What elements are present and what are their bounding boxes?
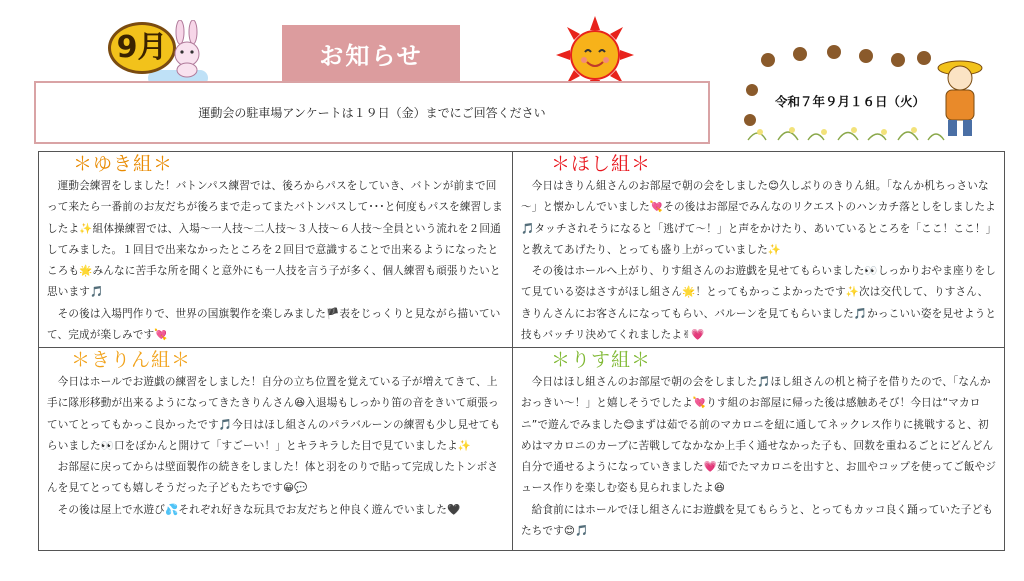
class-title-hoshi: ＊ほし組＊ <box>551 153 652 175</box>
class-yuki-paragraph: その後は入場門作りで、世界の国旗製作を楽しみました🏴表をじっくりと見ながら描いていて、完成が楽しみです💘 <box>47 307 501 342</box>
class-risu-paragraph: 今日はほし組さんのお部屋で朝の会をしました🎵ほし組さんの机と椅子を借りたので、「なんかおっきい～！」と嬉しそうでしたよ💘りす組のお部屋に帰った後は感触あそび！今日は“マカロニ”で遊んでみました😊まずは茹でる前のマカロニを紐に通してネックレス作りに挑戦すると、初めはマカロニのカーブに苦戦してなかなか上手く通せなかった子も、回数を重ねるごとにどんどん自分で通せるようになっていきました💗茹でたマカロニを出すと、お皿やコップを使ってご飯やジュース作りを楽しむ姿も見られましたよ😆 <box>521 376 997 495</box>
class-yuki-paragraph: 運動会練習をしました！バトンパス練習では、後ろからパスをしていき、バトンが前まで回って来たら一番前のお友だちが後ろまで走ってまたバトンパスして･･･と何度もパスを練習しましたよ✨組体操練習では、入場～一人技～二人技～３人技～６人技～全員という流れを２回通してみました。１回目で出来なかったところを２回目で意識することで出来るようになったところも🌟みんなに苦手な所を聞くと意外にも一人技を言う子が多く、個人練習も頑張りたいと思います🎵 <box>47 180 503 299</box>
class-risu <box>513 348 1004 550</box>
page-title: お知らせ <box>282 25 460 82</box>
september-logo <box>108 18 218 88</box>
date-label: 令和７年９月１６日（火） <box>775 94 926 109</box>
class-kirin-paragraph: お部屋に戻ってからは壁面製作の続きをしました！体と羽をのりで貼って完成したトンボさんを見てとっても嬉しそうだった子どもたちです😀💬 <box>47 461 499 495</box>
class-title-yuki: ＊ゆき組＊ <box>73 153 174 175</box>
class-kirin-paragraph: 今日はホールでお遊戯の練習をしました！自分の立ち位置を覚えている子が増えてきて、上手に隊形移動が出来るようになってきたきりんさん😆入退場もしっかり笛の音をきいて頑張っていてとってもかっこ良かったです🎵今日はほし組さんのパラバルーンの練習も少し見せてもらいました👀口をぽかんと開けて「すごーい！」とキラキラした目で見ていましたよ✨ <box>47 376 501 452</box>
notice-box <box>34 81 710 144</box>
class-title-kirin: ＊きりん組＊ <box>71 349 192 371</box>
class-hoshi <box>513 152 1004 347</box>
bunny-icon <box>166 20 208 80</box>
notice-text: 運動会の駐車場アンケートは１９日（金）までにご回答ください <box>198 106 546 120</box>
class-hoshi-paragraph: 今日はきりん組さんのお部屋で朝の会をしました😊久しぶりのきりん組。「なんか机ちっさいな～」と懐かしんでいました💘その後はお部屋でみんなのリクエストのハンカチ落としをしましたよ🎵タッチされそうになると「逃げて～！」と声をかけたり、あいているところを「ここ！ここ！」と教えてあげたり、とっても盛り上がっていました✨ <box>521 180 997 256</box>
month-badge-text: 9月 <box>116 30 168 65</box>
class-hoshi-paragraph: その後はホールへ上がり、りす組さんのお遊戯を見せてもらいました👀しっかりおやま座りをして見ている姿はさすがほし組さん🌟！とってもかっこよかったです✨次は交代して、りすさん、きりんさんにお客さんになってもらい、バルーンを見てもらいました🎵かっこいい姿を見せようと技もバッチリ決めてくれましたよ✌💗 <box>521 265 997 342</box>
class-risu-paragraph: 給食前にはホールでほし組さんにお遊戯を見てもらうと、とってもカッコ良く踊っていた子どもたちです😊🎵 <box>521 503 994 538</box>
class-kirin <box>39 348 512 550</box>
class-kirin-paragraph: その後は屋上で水遊び💦それぞれ好きな玩具でお友だちと仲良く遊んでいました🖤 <box>57 503 461 516</box>
class-title-risu: ＊りす組＊ <box>551 349 652 371</box>
class-yuki <box>39 152 512 347</box>
